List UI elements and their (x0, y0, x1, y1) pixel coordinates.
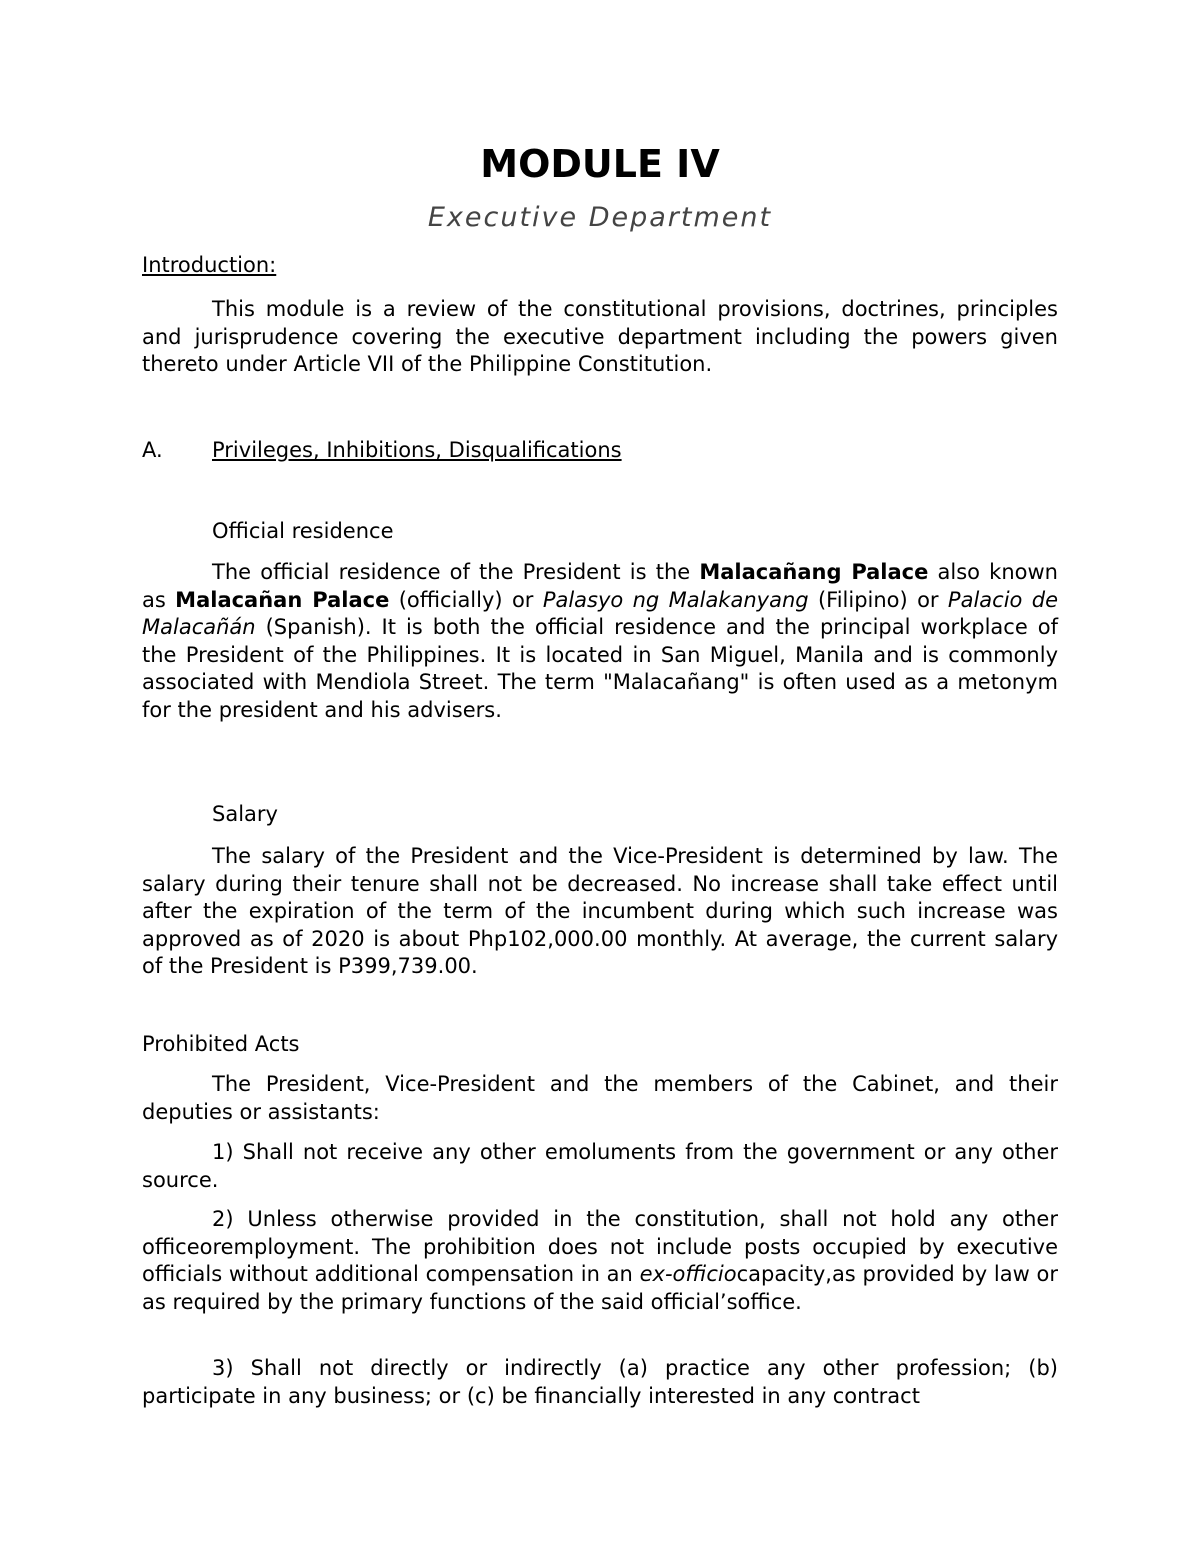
prohibited-act-item-2: 2) Unless otherwise provided in the constitution, shall not hold any other officeoremployment. The prohibition does not include posts occupied by executive officials without additional compensation in an ex-officiocapacity,as provided by law or as required by the primary functions of the said official’soffice. (142, 1207, 1059, 1314)
prohibited-act-item-1: 1) Shall not receive any other emoluments from the government or any other source. (142, 1140, 1058, 1192)
salary-heading: Salary (212, 802, 278, 826)
introduction-heading: Introduction: (142, 253, 277, 277)
prohibited-acts-heading: Prohibited Acts (142, 1032, 300, 1056)
page-subtitle: Executive Department (427, 202, 773, 233)
section-a-letter: A. (142, 438, 163, 462)
official-residence-paragraph: The official residence of the President is the Malacañang Palace also known as Malacañan Palace (officially) or Palasyo ng Malakanyang (Filipino) or Palacio de Malacañán (Spanish). It is both the official residence and the principal workplace of the President of the Philippines. It is located in San Miguel, Manila and is commonly associated with Mendiola Street. The term "Malacañang" is often used as a metonym for the president and his advisers. (142, 560, 1058, 722)
section-a-title: Privileges, Inhibitions, Disqualifications (212, 438, 622, 462)
official-residence-heading: Official residence (212, 519, 394, 543)
prohibited-act-item-3: 3) Shall not directly or indirectly (a) practice any other profession; (b) participate in any business; or (c) be financially interested in any contract (142, 1356, 1058, 1408)
introduction-paragraph: This module is a review of the constitutional provisions, doctrines, principles and jurisprudence covering the executive department including the powers given thereto under Article VII of the Philippine Constitution. (142, 297, 1058, 376)
salary-paragraph: The salary of the President and the Vice-President is determined by law. The salary during their tenure shall not be decreased. No increase shall take effect until after the expiration of the term of the incumbent during which such increase was approved as of 2020 is about Php102,000.00 monthly. At average, the current salary of the President is P399,739.00. (142, 844, 1058, 978)
page-title: MODULE IV (480, 142, 720, 186)
prohibited-acts-intro: The President, Vice-President and the members of the Cabinet, and their deputies or assistants: (142, 1072, 1058, 1124)
